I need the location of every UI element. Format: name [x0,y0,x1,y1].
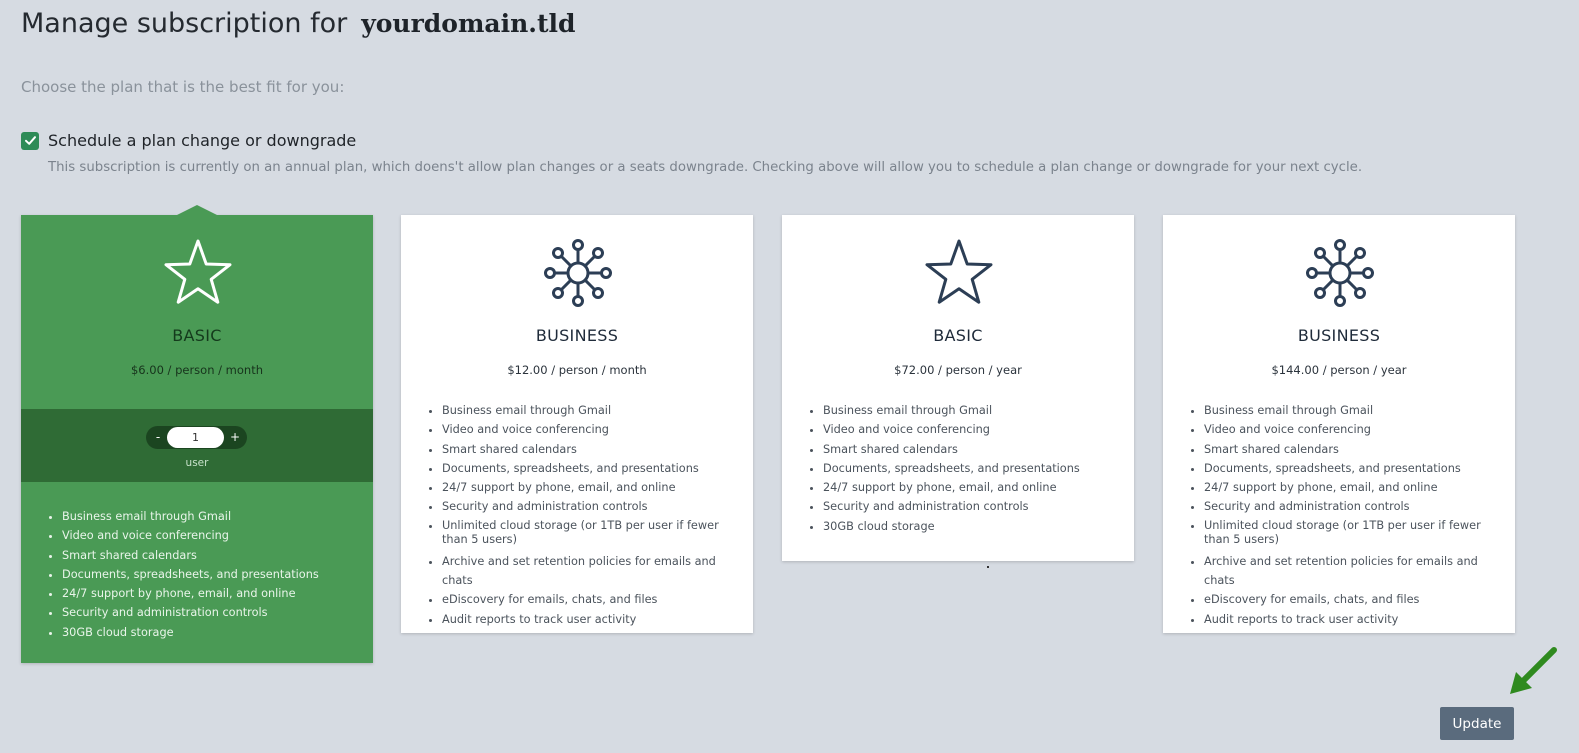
page-title-prefix: Manage subscription for [21,8,348,39]
network-hub-icon [1304,237,1376,309]
list-item: • 30GB cloud storage [62,623,353,642]
star-icon [162,237,234,309]
schedule-change-checkbox[interactable] [21,132,39,150]
quantity-stepper[interactable] [146,426,247,449]
list-item: • Documents, spreadsheets, and presentations [823,459,1114,478]
list-item: • Documents, spreadsheets, and presentations [62,565,353,584]
list-item: • Unlimited cloud storage (or 1TB per user if fewer than 5 users) [442,519,733,547]
list-item: • Business email through Gmail [442,401,733,420]
schedule-change-row[interactable] [21,131,356,150]
quantity-section [21,409,373,482]
list-item: • 24/7 support by phone, email, and online [442,478,733,497]
plan-name: BUSINESS [535,326,619,345]
list-item: • Security and administration controls [442,497,733,516]
list-item: • Documents, spreadsheets, and presentations [1204,459,1495,478]
star-icon [923,237,995,309]
list-item: • 24/7 support by phone, email, and online [62,584,353,603]
list-item: • Smart shared calendars [823,440,1114,459]
quantity-unit-label: user [185,457,209,469]
list-item: • 30GB cloud storage [823,517,1114,536]
list-item: • 24/7 support by phone, email, and online [1204,478,1495,497]
plan-prompt: Choose the plan that is the best fit for you: [21,78,345,96]
increment-button[interactable]: + [229,430,241,444]
list-item: • Business email through Gmail [1204,401,1495,420]
network-hub-icon [542,237,614,309]
plan-card-basic-yearly[interactable] [782,215,1134,561]
list-item: • Security and administration controls [823,497,1114,516]
list-item: • Documents, spreadsheets, and presentations [442,459,733,478]
list-item: • Smart shared calendars [62,546,353,565]
decrement-button[interactable]: - [155,430,161,444]
list-item: • Video and voice conferencing [1204,420,1495,439]
list-item: • Business email through Gmail [823,401,1114,420]
plan-card-basic-monthly[interactable] [21,215,373,663]
list-item: • Audit reports to track user activity [442,610,733,629]
list-item: • Video and voice conferencing [823,420,1114,439]
list-item: • Video and voice conferencing [442,420,733,439]
list-item: • Archive and set retention policies for emails and chats [1204,552,1495,591]
plan-price: $72.00 / person / year [894,363,1022,377]
quantity-input[interactable] [167,427,224,448]
plan-card-business-yearly[interactable] [1163,215,1515,633]
list-item: • eDiscovery for emails, chats, and files [442,590,733,609]
feature-list [49,507,353,642]
feature-list [810,401,1114,536]
plan-card-business-monthly[interactable] [401,215,753,633]
list-item: • Unlimited cloud storage (or 1TB per user if fewer than 5 users) [1204,519,1495,547]
plan-name: BASIC [172,326,222,345]
plan-price: $6.00 / person / month [130,363,264,377]
list-item: • eDiscovery for emails, chats, and files [1204,590,1495,609]
list-item: • Audit reports to track user activity [1204,610,1495,629]
feature-list [1191,401,1495,629]
domain-name: yourdomain.tld [361,9,576,38]
schedule-change-label: Schedule a plan change or downgrade [48,131,357,150]
stray-dot [987,566,989,568]
list-item: • Security and administration controls [1204,497,1495,516]
plan-name: BASIC [933,326,983,345]
list-item: • 24/7 support by phone, email, and online [823,478,1114,497]
green-arrow-icon [1506,644,1560,698]
schedule-change-note: This subscription is currently on an annual plan, which doens't allow plan changes or a seats downgrade. Checking above will allow you to schedule a plan change or downgrade for your next cycle. [48,160,1363,175]
checkmark-icon [24,134,37,147]
plan-price: $144.00 / person / year [1271,363,1407,377]
update-button[interactable]: Update [1440,707,1514,740]
plan-name: BUSINESS [1297,326,1381,345]
list-item: • Smart shared calendars [442,440,733,459]
selected-pointer [177,205,217,215]
list-item: • Archive and set retention policies for emails and chats [442,552,733,591]
list-item: • Business email through Gmail [62,507,353,526]
list-item: • Video and voice conferencing [62,526,353,545]
feature-list [429,401,733,629]
list-item: • Security and administration controls [62,603,353,622]
page-title [21,8,576,39]
plan-price: $12.00 / person / month [507,363,647,377]
list-item: • Smart shared calendars [1204,440,1495,459]
